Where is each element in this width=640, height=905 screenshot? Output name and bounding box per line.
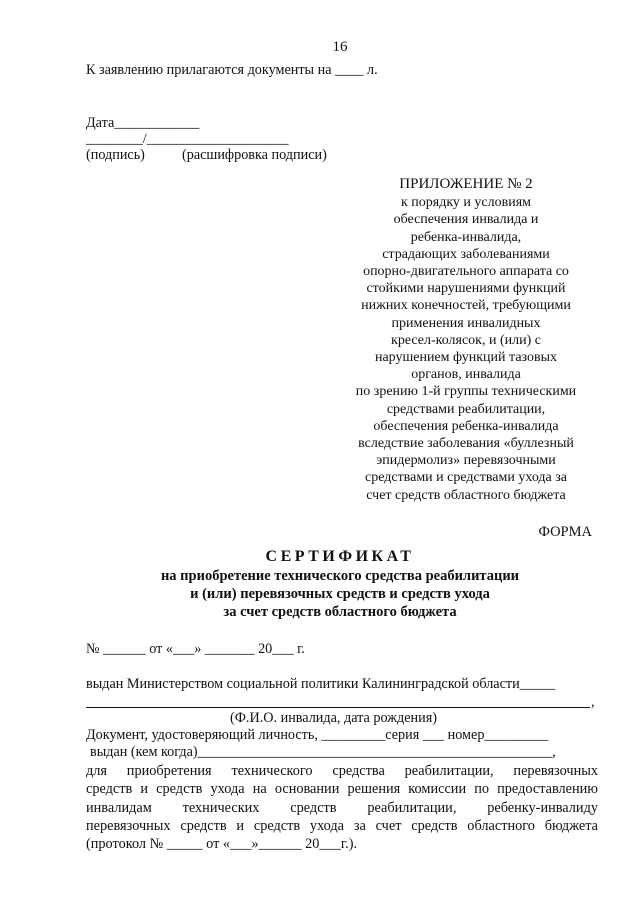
appendix-line: средствами и средствами ухода за	[364, 470, 567, 486]
appendix-line: обеспечения инвалида и	[393, 212, 539, 228]
appendix-line: ребенка-инвалида,	[410, 229, 522, 245]
certificate-number-line: № ______ от «___» _______ 20___ г.	[86, 641, 305, 657]
appendix-line: вследствие заболевания «буллезный	[358, 436, 574, 452]
certificate-title: СЕРТИФИКАТ	[265, 548, 415, 565]
appendix-line: нижних конечностей, требующими	[361, 298, 571, 314]
paragraph-line: средств и средств ухода на основании решения комиссии по предоставлению	[86, 781, 598, 798]
fio-blank-line	[86, 707, 590, 708]
appendix-block	[330, 176, 602, 504]
certificate-subtitle-line: за счет средств областного бюджета	[223, 604, 457, 620]
purpose-paragraph	[86, 762, 598, 853]
issued-by-ministry-line: выдан Министерством социальной политики Калининградской области_____	[86, 676, 556, 692]
paragraph-line: перевязочных средств и средств ухода за счет средств областного бюджета	[86, 817, 598, 834]
identity-document-line: Документ, удостоверяющий личность, _________серия ___ номер_________	[86, 727, 549, 743]
appendix-line: эпидермолиз» перевязочными	[376, 453, 556, 469]
appendix-line: средствами реабилитации,	[386, 401, 546, 417]
certificate-subtitle-line: и (или) перевязочных средств и средств ухода	[190, 586, 490, 602]
signature-decoding-label: (расшифровка подписи)	[182, 147, 327, 163]
paragraph-line: инвалидам технических средств реабилитации, ребенку-инвалиду	[86, 799, 598, 816]
certificate-heading	[80, 548, 600, 621]
appendix-line: нарушением функций тазовых	[374, 350, 558, 366]
certificate-subtitle-line: на приобретение технического средства реабилитации	[160, 568, 520, 584]
page-number: 16	[332, 39, 348, 55]
appendix-line: кресел-колясок, и (или) с	[391, 332, 541, 348]
signature-line: ________/____________________	[86, 131, 289, 147]
attachments-line: К заявлению прилагаются документы на ____ л.	[86, 62, 378, 78]
appendix-line: органов, инвалида	[411, 367, 521, 383]
appendix-line: стойкими нарушениями функций	[366, 281, 566, 297]
paragraph-line: для приобретения технического средства реабилитации, перевязочных	[86, 763, 598, 779]
date-line: Дата____________	[86, 115, 200, 131]
fio-comma: ,	[591, 694, 595, 710]
appendix-line: опорно-двигательного аппарата со	[363, 264, 569, 280]
appendix-title: ПРИЛОЖЕНИЕ № 2	[399, 176, 533, 192]
appendix-line: страдающих заболеваниями	[382, 246, 550, 262]
fio-label: (Ф.И.О. инвалида, дата рождения)	[230, 710, 437, 726]
appendix-line: обеспечения ребенка-инвалида	[373, 418, 559, 434]
form-label: ФОРМА	[538, 524, 592, 540]
paragraph-line: (протокол № _____ от «___»______ 20___г.).	[86, 836, 358, 853]
appendix-line: по зрению 1-й группы техническими	[355, 384, 577, 400]
appendix-line: применения инвалидных	[391, 315, 541, 331]
signature-label: (подпись)	[86, 147, 145, 163]
appendix-line: к порядку и условиям	[400, 195, 532, 211]
issued-by-line: выдан (кем когда)__________________________________________________,	[90, 744, 556, 760]
appendix-line: счет средств областного бюджета	[366, 487, 566, 503]
